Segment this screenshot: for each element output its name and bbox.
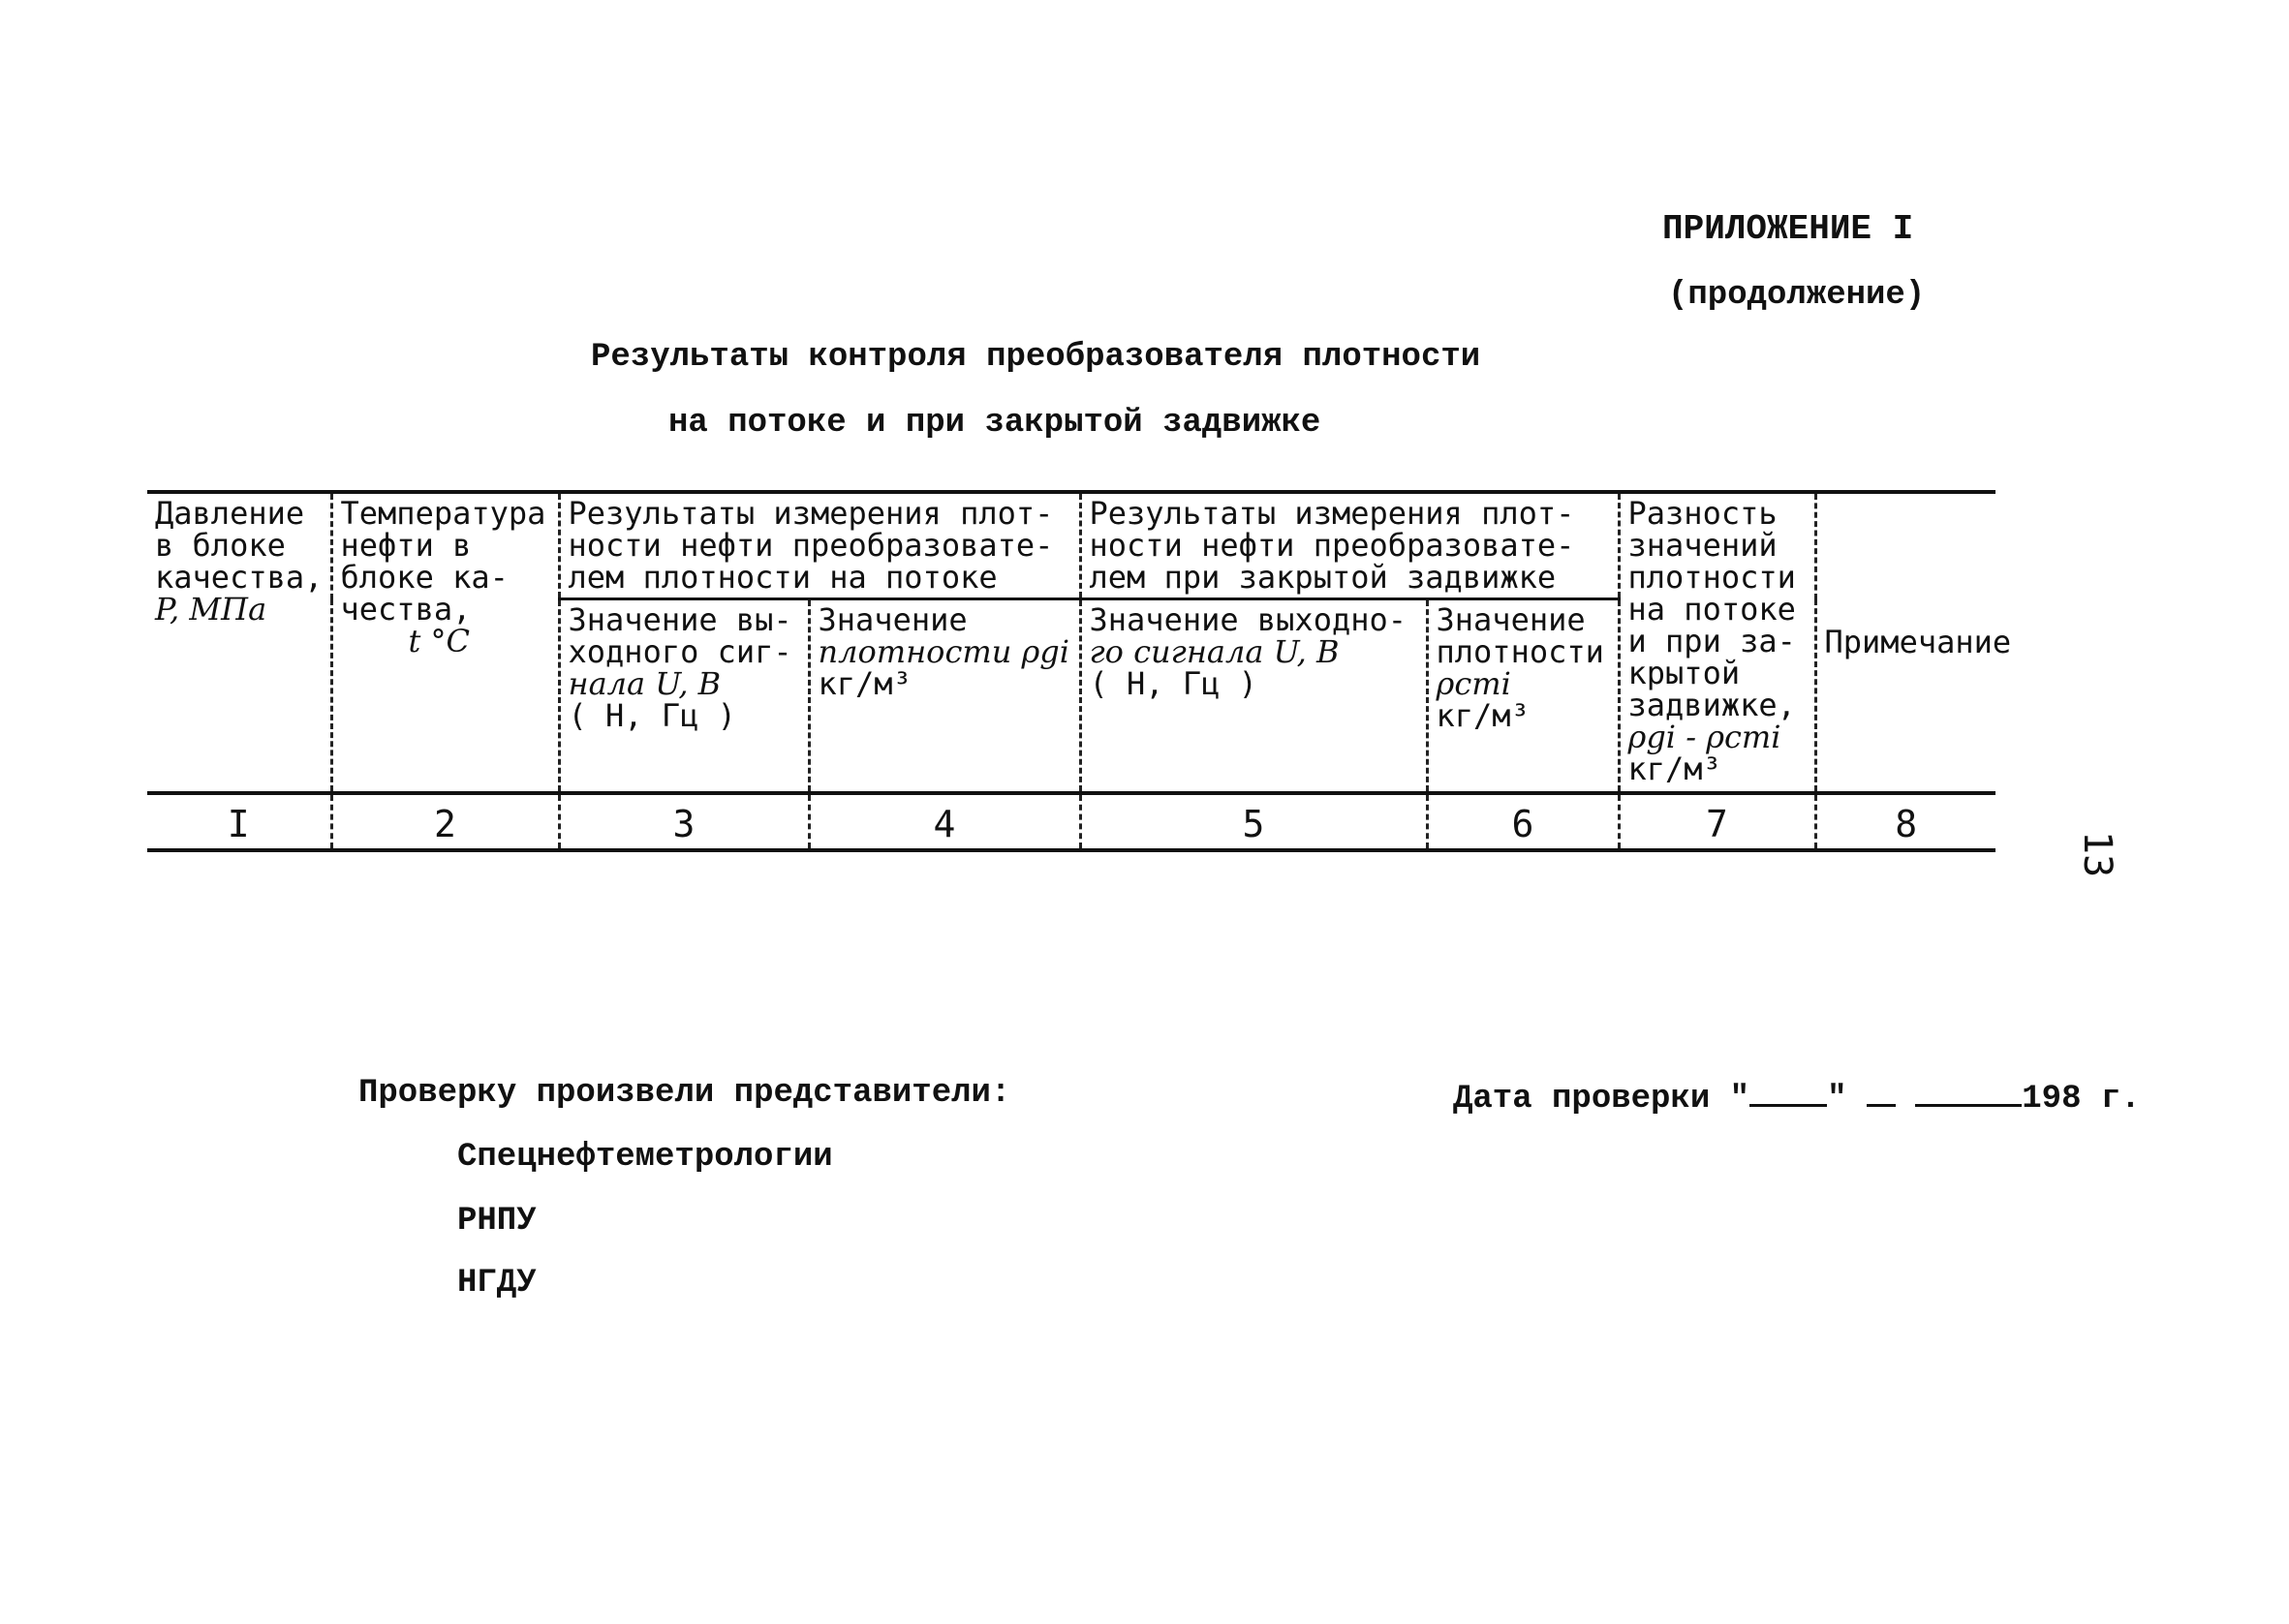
- results-table: [147, 490, 2012, 852]
- column-number: 6: [1427, 793, 1619, 850]
- inspectors-label: Проверку произвели представители:: [358, 1075, 1011, 1112]
- header-note: Примечание: [1815, 492, 1995, 793]
- column-number-row: [147, 793, 1995, 850]
- header-group-closed: Результаты измерения плот- ности нефти преобразовате- лем при закрытой задвижке: [1080, 492, 1619, 599]
- date-quote-open: ": [1729, 1081, 1750, 1118]
- header-closed-signal: Значение выходно- го сигнала U, B ( Н, Гц ): [1080, 599, 1427, 793]
- header-difference: Разность значений плотности на потоке и при за- крытой задвижке, ρgi - ρcmi кг/м³: [1619, 492, 1815, 793]
- header-closed-density: Значение плотности ρcmi кг/м³: [1427, 599, 1619, 793]
- column-number: I: [147, 793, 331, 850]
- page-number: 13: [2075, 831, 2119, 878]
- organization-2: РНПУ: [457, 1203, 537, 1240]
- dash-blank: [1867, 1075, 1896, 1107]
- year-label: 198 г.: [2022, 1081, 2141, 1118]
- document-title-line2: на потоке и при закрытой задвижке: [668, 405, 1321, 442]
- organization-1: Спецнефтеметрологии: [457, 1139, 833, 1176]
- header-group-flow: Результаты измерения плот- ности нефти преобразовате- лем плотности на потоке: [559, 492, 1080, 599]
- appendix-label: ПРИЛОЖЕНИЕ I: [1662, 209, 1914, 249]
- header-flow-density: Значение плотности ρgi кг/м³: [809, 599, 1080, 793]
- day-blank: [1749, 1075, 1827, 1107]
- column-number: 4: [809, 793, 1080, 850]
- date-quote-close: ": [1827, 1081, 1847, 1118]
- column-number: 3: [559, 793, 809, 850]
- column-number: 7: [1619, 793, 1815, 850]
- header-temperature: Температура нефти в блоке ка- чества, t °C: [331, 492, 559, 793]
- header-pressure: Давление в блоке качества, P, МПа: [147, 492, 331, 793]
- continued-label: (продолжение): [1668, 277, 1926, 314]
- document-title-line1: Результаты контроля преобразователя плотности: [591, 339, 1481, 376]
- column-number: 2: [331, 793, 559, 850]
- column-number: 8: [1815, 793, 1995, 850]
- column-number: 5: [1080, 793, 1427, 850]
- header-flow-signal: Значение вы- ходного сиг- нала U, B ( Н, Гц ): [559, 599, 809, 793]
- inspection-date: [1453, 1075, 2141, 1118]
- date-label: Дата проверки: [1453, 1081, 1711, 1118]
- organization-3: НГДУ: [457, 1265, 537, 1302]
- month-blank: [1915, 1075, 2022, 1107]
